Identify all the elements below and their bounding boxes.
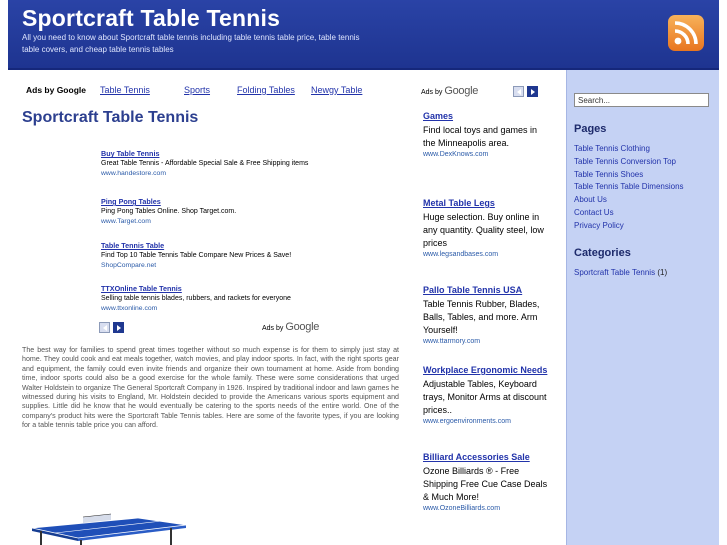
next-ads-button[interactable] [113, 322, 124, 333]
center-ad[interactable] [101, 149, 331, 179]
google-logo: Google [285, 321, 320, 333]
sidebar-page-item[interactable] [574, 156, 714, 169]
center-ad[interactable] [101, 197, 331, 227]
prev-ads-button[interactable] [99, 322, 110, 333]
center-ad-url[interactable]: www.Target.com [101, 218, 151, 225]
ad-link-table-tennis[interactable]: Table Tennis [100, 85, 150, 95]
right-ad-desc: Adjustable Tables, Keyboard trays, Monitor Arms at discount prices.. [423, 378, 547, 416]
center-ad-url[interactable]: www.handestore.com [101, 170, 166, 177]
right-ad[interactable] [423, 451, 548, 514]
right-ad-desc: Ozone Billiards ® - Free Shipping Free Cue Case Deals & Much More! [423, 465, 548, 503]
right-ad-title[interactable]: Games [423, 111, 454, 121]
right-ad-url[interactable]: www.ttarmory.com [423, 338, 481, 346]
sidebar-page-link[interactable]: About Us [574, 195, 607, 205]
sidebar-page-link[interactable]: Table Tennis Table Dimensions [574, 182, 684, 192]
right-ad-url[interactable]: www.legsandbases.com [423, 251, 499, 259]
ads-by-google-label: Ads by Google [26, 85, 86, 95]
center-ad-title[interactable]: Buy Table Tennis [101, 149, 160, 158]
center-ad-desc: Selling table tennis blades, rubbers, and rackets for everyone [101, 295, 291, 302]
sidebar-category-item[interactable] [574, 267, 714, 280]
right-ad-title[interactable]: Metal Table Legs [423, 198, 495, 208]
sidebar-page-link[interactable]: Contact Us [574, 207, 614, 217]
search-input[interactable] [574, 93, 709, 107]
center-ad[interactable] [101, 241, 331, 271]
sidebar [566, 70, 719, 545]
right-ad-desc: Find local toys and games in the Minneapolis area. [423, 124, 538, 148]
categories-heading: Categories [574, 247, 631, 259]
center-ad-title[interactable]: Table Tennis Table [101, 241, 165, 250]
right-ad[interactable] [423, 284, 548, 347]
right-ad[interactable] [423, 110, 548, 160]
site-header [8, 0, 719, 70]
center-ad-url[interactable]: www.ttxonline.com [101, 305, 158, 312]
sidebar-page-item[interactable] [574, 220, 714, 233]
right-ad[interactable] [423, 364, 548, 427]
center-ad[interactable] [101, 284, 331, 314]
sidebar-category-link[interactable]: Sportcraft Table Tennis [574, 268, 656, 277]
ads-by-google-badge[interactable] [262, 321, 319, 333]
sidebar-page-link[interactable]: Table Tennis Clothing [574, 144, 650, 153]
sidebar-page-item[interactable] [574, 143, 714, 156]
right-ad-title[interactable]: Pallo Table Tennis USA [423, 285, 523, 295]
table-tennis-table-image [20, 500, 190, 545]
sidebar-page-item[interactable] [574, 169, 714, 182]
right-ad-desc: Table Tennis Rubber, Blades, Balls, Tables, and more. Arm Yourself! [423, 298, 540, 336]
right-ad-title[interactable]: Workplace Ergonomic Needs [423, 365, 548, 375]
right-ad-url[interactable]: www.ergoenvironments.com [423, 418, 511, 426]
ads-by-label: Ads by [262, 325, 284, 332]
center-ad-url[interactable]: ShopCompare.net [101, 262, 157, 269]
next-ads-button[interactable] [527, 86, 538, 97]
category-count: (1) [657, 268, 668, 277]
site-description: All you need to know about Sportcraft table tennis including table tennis table price, table tennis table covers, and cheap table tennis tables [22, 33, 360, 54]
right-ad-url[interactable]: www.OzoneBilliards.com [423, 505, 501, 513]
sidebar-page-link[interactable]: Table Tennis Shoes [574, 169, 644, 179]
right-ad-desc: Huge selection. Buy online in any quantity. Quality steel, low prices [423, 211, 544, 249]
site-title[interactable]: Sportcraft Table Tennis [22, 5, 281, 31]
page-title: Sportcraft Table Tennis [22, 109, 199, 126]
center-ad-desc: Ping Pong Tables Online. Shop Target.com. [101, 208, 237, 215]
sidebar-page-item[interactable] [574, 207, 714, 220]
right-ad[interactable] [423, 197, 548, 260]
rss-icon[interactable] [668, 15, 704, 51]
center-ad-title[interactable]: TTXOnline Table Tennis [101, 284, 182, 293]
ad-link-newgy-table[interactable]: Newgy Table [311, 85, 363, 95]
ads-by-label: Ads by [421, 89, 443, 96]
pages-list [574, 143, 714, 233]
article-body: The best way for families to spend great times together without so much expense is for them to simply just stay at home. They could cook and eat meals together, watch movies, and play indoor sports. In fact, with the right sports gear and equipment, the family could even invite friends and organize their own tournament at home. Aside from bonding time, indoor sports could also be a good exercise for the whole family. These were some considerations that urged Walter Holdstein to organize The General Sportcraft Company in 1926. Inspired by traditional indoor and lawn games he witnessed during his visits to England, Mr. Holdstein decided to provide the Americans various sports equipment and supplies. Little did he know that he would eventually be catering to the sports needs of the entire world. One of the company's product hits were the Sportcraft Table Tennis tables. Here are some of the favorite types, if you are looking for a table tennis table price you can afford. [22, 346, 399, 430]
sidebar-page-item[interactable] [574, 181, 714, 194]
prev-ads-button[interactable] [513, 86, 524, 97]
center-ad-desc: Great Table Tennis - Affordable Special Sale & Free Shipping items [101, 160, 309, 167]
ads-by-google-badge[interactable] [421, 85, 478, 97]
center-ad-title[interactable]: Ping Pong Tables [101, 197, 161, 206]
right-ad-url[interactable]: www.DexKnows.com [423, 151, 489, 159]
sidebar-page-link[interactable]: Table Tennis Conversion Top [574, 156, 676, 166]
sidebar-page-link[interactable]: Privacy Policy [574, 220, 624, 230]
ad-link-folding-tables[interactable]: Folding Tables [237, 85, 295, 95]
categories-list [574, 267, 714, 280]
center-ad-desc: Find Top 10 Table Tennis Table Compare New Prices & Save! [101, 252, 292, 259]
right-ad-title[interactable]: Billiard Accessories Sale [423, 452, 530, 462]
pages-heading: Pages [574, 123, 607, 135]
sidebar-page-item[interactable] [574, 194, 714, 207]
google-logo: Google [444, 85, 479, 97]
ad-link-sports[interactable]: Sports [184, 85, 211, 95]
